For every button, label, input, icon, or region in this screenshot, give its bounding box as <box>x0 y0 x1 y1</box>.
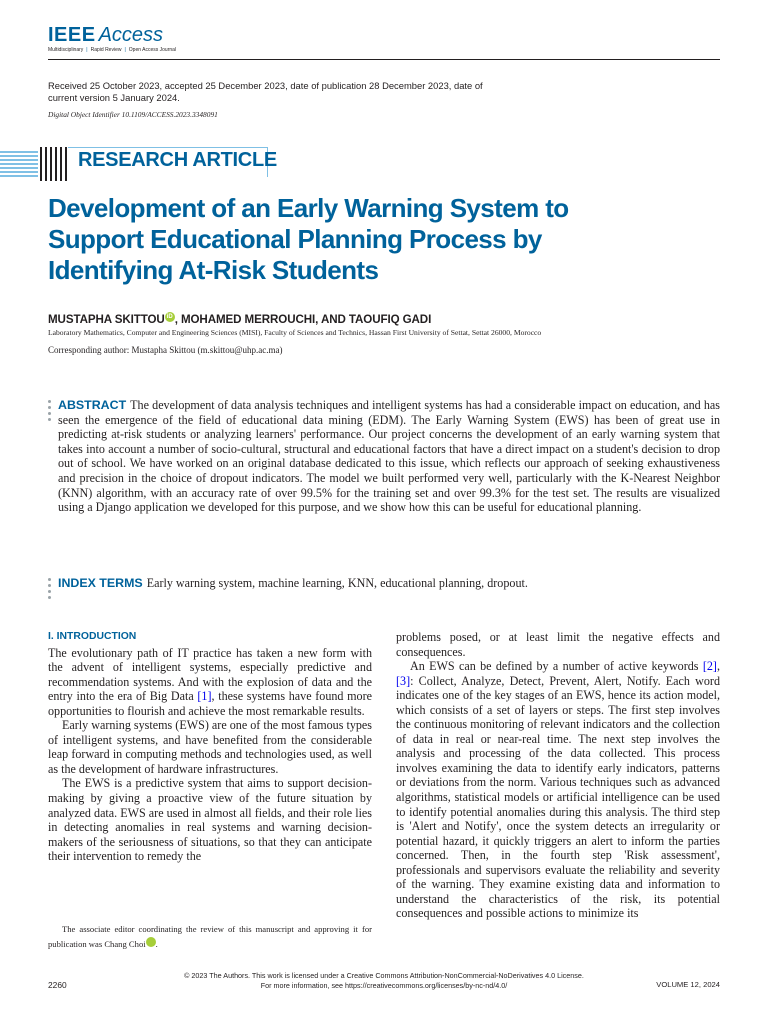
author-names-rest: , MOHAMED MERROUCHI, AND TAOUFIQ GADI <box>174 312 432 326</box>
paper-title: Development of an Early Warning System to Support Educational Planning Process by Identifying At-Risk Students <box>48 193 569 285</box>
index-terms-section <box>48 576 720 591</box>
abstract-text: The development of data analysis techniques and intelligent systems has had a considerable impact on education, and has seen the emergence of the field of educational data mining (EDM). The Early Warning System (EWS) has been of great use in predicting at-risk students or analyzing learners' performance. Our project concerns the development of an early warning system that takes into account a number of socio-cultural, structural and educational factors that have a direct impact on a student's decision to drop out of school. We have worked on an original database dedicated to this issue, which reflects our approach of seeking exhaustiveness and precision in the choice of dropout indicators. The model we built performed very well, particularly with the K-Nearest Neighbor (KNN) algorithm, with an accuracy rate of over 99.5% for the training set and over 99.3% for the test set. The results are visualized using a Django application we developed for this purpose, and we show how this can be useful for educational planning. <box>58 398 720 515</box>
corresponding-author: Corresponding author: Mustapha Skittou (m.skittou@uhp.ac.ma) <box>48 345 283 355</box>
logo-access-text: Access <box>98 24 164 46</box>
editor-footnote: The associate editor coordinating the review of this manuscript and approving it for publication was Chang Choi iD. <box>48 924 372 949</box>
license-text: © 2023 The Authors. This work is licensed under a Creative Commons Attribution-NonCommercial-NoDerivatives 4.0 License. <box>184 971 584 980</box>
intro-paragraph: Early warning systems (EWS) are one of the most famous types of intelligent systems, and have benefited from the considerable leap forward in computing methods and technologies used, as well as the development of hardware infrastructures. <box>48 718 372 776</box>
logo-ieee-text: IEEE <box>48 24 96 46</box>
doi-line[interactable]: Digital Object Identifier 10.1109/ACCESS.2023.3348091 <box>48 110 218 119</box>
intro-paragraph: problems posed, or at least limit the negative effects and consequences. <box>396 630 720 659</box>
header-divider <box>48 59 720 60</box>
abstract-body <box>58 398 720 515</box>
citation-link[interactable]: [1] <box>197 689 212 704</box>
volume-label: VOLUME 12, 2024 <box>656 980 720 989</box>
publication-dates: Received 25 October 2023, accepted 25 December 2023, date of publication 28 December 2023, date of current version 5 January 2024. <box>48 80 483 103</box>
tagline-separator: | <box>124 47 126 53</box>
left-column <box>48 630 372 864</box>
author-name: MUSTAPHA SKITTOU <box>48 312 165 326</box>
banner-bars <box>40 147 67 181</box>
dotted-marker-icon <box>48 400 52 424</box>
tagline-item: Open Access Journal <box>128 47 177 53</box>
page-number: 2260 <box>48 980 67 990</box>
orcid-icon[interactable]: iD <box>146 937 156 947</box>
tagline-item: Multidisciplinary <box>48 47 84 53</box>
article-type-label: RESEARCH ARTICLE <box>78 149 277 171</box>
citation-link[interactable]: [3] <box>396 673 411 688</box>
article-type-banner <box>0 147 280 181</box>
index-terms-text: Early warning system, machine learning, KNN, educational planning, dropout. <box>146 576 528 590</box>
abstract-heading: ABSTRACT <box>58 398 127 412</box>
journal-header <box>48 24 720 53</box>
right-column <box>396 630 720 921</box>
intro-paragraph: An EWS can be defined by a number of active keywords [2], [3]: Collect, Analyze, Detect, Prevent, Alert, Notify. Each word indicates one of the key stages of an EWS, hence its action model, which consists of a set of layers or steps. The first step involves the continuous monitoring of relevant indicators and the collection of data in real or near-real time. The next step involves the analysis and processing of the data collected. This process involves examining the data to identify early indicators, patterns or deviations from the norm. Various techniques such as advanced algorithms, statistical models or artificial intelligence can be used to identify potential anomalies during this analysis. The third step is 'Alert and Notify', once the system detects an irregularity or potential hazard, it quickly triggers an alert to inform the parties concerned. Then, in the fourth step 'Risk assessment', professionals and supervisors evaluate the reliability and severity of the warning. They examine existing data and information to understand the characteristics of the risk, its potential consequences and possible actions to minimize its <box>396 659 720 921</box>
tagline-separator: | <box>86 47 88 53</box>
abstract-section <box>48 398 720 515</box>
footnote-text: The associate editor coordinating the review of this manuscript and approving it for publication was Chang Choi <box>48 924 372 949</box>
intro-paragraph: The evolutionary path of IT practice has taken a new form with the advent of intelligent systems, especially predictive and recommendation systems. And with the explosion of data and the entry into the era of Big Data [1], these systems have found more opportunities to flourish and achieve the most remarkable results. <box>48 645 372 718</box>
citation-link[interactable]: [2] <box>702 659 717 674</box>
index-terms-heading: INDEX TERMS <box>58 576 143 590</box>
orcid-icon[interactable]: iD <box>165 312 175 322</box>
intro-paragraph: The EWS is a predictive system that aims to support decision-making by giving a proactive view of the future situation by analyzed data. EWS are used in almost all fields, and their role lies in detecting anomalies in real systems and warning decision-makers of the seriousness of situations, so that they can anticipate their intervention to remedy the <box>48 776 372 864</box>
journal-tagline <box>48 47 720 53</box>
affiliation: Laboratory Mathematics, Computer and Engineering Sciences (MISI), Faculty of Sciences and Technics, Hassan First University of Settat, Settat 26000, Morocco <box>48 328 542 337</box>
tagline-item: Rapid Review <box>90 47 122 53</box>
license-notice <box>140 971 628 990</box>
dotted-marker-icon <box>48 578 52 602</box>
banner-stripes <box>0 151 38 179</box>
ieee-access-logo[interactable] <box>48 24 720 46</box>
index-terms-body <box>58 576 720 591</box>
section-heading-introduction: I. INTRODUCTION <box>48 631 137 642</box>
license-link[interactable]: For more information, see https://creativecommons.org/licenses/by-nc-nd/4.0/ <box>260 980 508 990</box>
author-list <box>48 312 431 326</box>
